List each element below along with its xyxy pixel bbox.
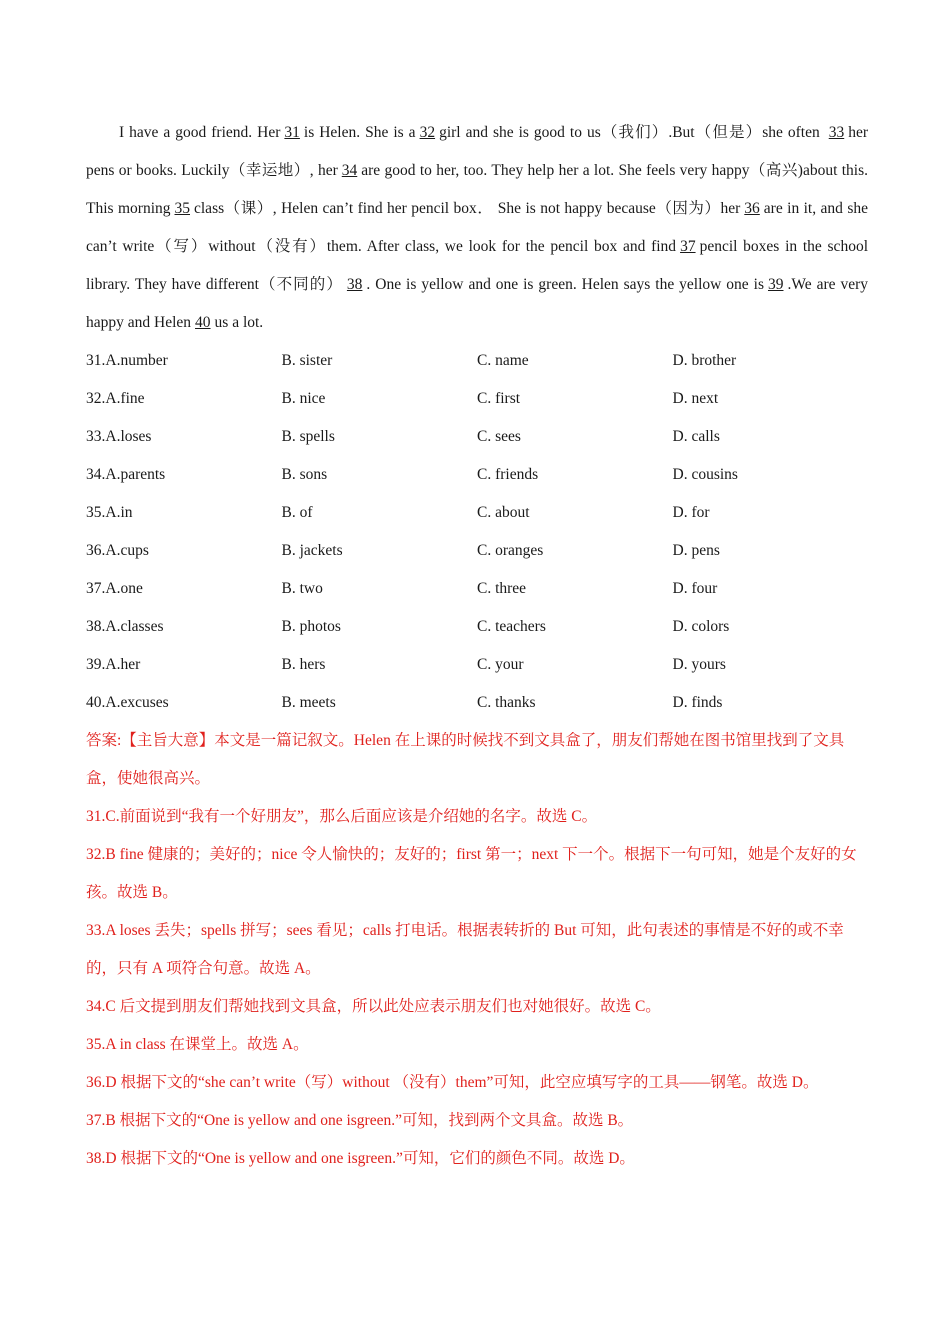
blank-35: 35 xyxy=(174,200,190,217)
option-d: D. pens xyxy=(672,542,720,559)
option-c: C. thanks xyxy=(477,694,536,711)
option-a: 40.A.excuses xyxy=(86,694,169,711)
option-a: 35.A.in xyxy=(86,504,133,521)
question-row xyxy=(86,608,868,646)
option-b: B. of xyxy=(281,504,313,521)
blank-36: 36 xyxy=(744,200,760,217)
option-c: C. three xyxy=(477,580,527,597)
passage-text: I have a good friend. Her xyxy=(119,124,281,141)
blank-40: 40 xyxy=(195,314,211,331)
passage-text: .We are very happy and Helen xyxy=(86,276,868,331)
option-d: D. for xyxy=(672,504,710,521)
question-row xyxy=(86,684,868,722)
option-b: B. photos xyxy=(281,618,341,635)
answer-explanation: 34.C 后文提到朋友们帮她找到文具盒，所以此处应表示朋友们也对她很好。故选 C。 xyxy=(86,998,661,1015)
option-d: D. yours xyxy=(672,656,726,673)
question-row xyxy=(86,456,868,494)
passage-text: are good to her, too. They help her a lot. She feels very happy（高兴)about this. This morning xyxy=(86,162,869,217)
question-row xyxy=(86,380,868,418)
passage-text: are in it, and she can’t write（写）without（没有）them. After class, we look for the pencil box and find xyxy=(86,200,868,255)
question-row xyxy=(86,532,868,570)
option-b: B. nice xyxy=(281,390,326,407)
option-c: C. friends xyxy=(477,466,539,483)
option-a: 32.A.fine xyxy=(86,390,145,407)
passage-text: class（课）, Helen can’t find her pencil box． She is not happy because（因为）her xyxy=(194,200,741,217)
option-c: C. about xyxy=(477,504,530,521)
option-c: C. your xyxy=(477,656,524,673)
option-c: C. first xyxy=(477,390,521,407)
answer-summary: 答案:【主旨大意】本文是一篇记叙文。Helen 在上课的时候找不到文具盒了，朋友们帮她在图书馆里找到了文具盒，使她很高兴。 xyxy=(86,732,845,787)
blank-32: 32 xyxy=(419,124,436,141)
option-b: B. hers xyxy=(281,656,326,673)
passage-text: girl and she is good to us（我们）.But（但是）she often xyxy=(439,124,820,141)
option-d: D. next xyxy=(672,390,719,407)
passage-text: us a lot. xyxy=(214,314,264,331)
question-row xyxy=(86,494,868,532)
answer-explanation: 38.D 根据下文的“One is yellow and one isgreen.”可知，它们的颜色不同。故选 D。 xyxy=(86,1150,635,1167)
option-c: C. oranges xyxy=(477,542,544,559)
blank-38: 38 xyxy=(346,276,363,293)
option-d: D. four xyxy=(672,580,718,597)
option-b: B. two xyxy=(281,580,323,597)
option-b: B. sister xyxy=(281,352,333,369)
blank-34: 34 xyxy=(341,162,358,179)
blank-39: 39 xyxy=(767,276,784,293)
passage-text: pencil boxes in the school library. They have different（不同的） xyxy=(86,238,868,293)
question-row xyxy=(86,342,868,380)
question-list xyxy=(86,342,868,722)
option-b: B. jackets xyxy=(281,542,343,559)
answer-explanation: 37.B 根据下文的“One is yellow and one isgreen.”可知，找到两个文具盒。故选 B。 xyxy=(86,1112,634,1129)
answer-section xyxy=(86,722,868,1178)
passage-text: is Helen. She is a xyxy=(303,124,416,141)
passage-text: her pens or books. Luckily（幸运地）, her xyxy=(86,124,869,179)
option-c: C. teachers xyxy=(477,618,546,635)
option-a: 39.A.her xyxy=(86,656,141,673)
option-a: 36.A.cups xyxy=(86,542,149,559)
cloze-passage xyxy=(86,114,868,342)
answer-explanation: 32.B fine 健康的；美好的；nice 令人愉快的；友好的；first 第一；next 下一个。根据下一句可知，她是个友好的女孩。故选 B。 xyxy=(86,846,857,901)
option-d: D. finds xyxy=(672,694,723,711)
question-row xyxy=(86,418,868,456)
option-d: D. cousins xyxy=(672,466,738,483)
blank-37: 37 xyxy=(680,238,696,255)
blank-31: 31 xyxy=(284,124,300,141)
option-b: B. sons xyxy=(281,466,328,483)
document-page xyxy=(86,114,868,1178)
answer-explanation: 35.A in class 在课堂上。故选 A。 xyxy=(86,1036,309,1053)
option-d: D. brother xyxy=(672,352,737,369)
option-a: 33.A.loses xyxy=(86,428,152,445)
option-b: B. spells xyxy=(281,428,335,445)
option-a: 38.A.classes xyxy=(86,618,164,635)
option-b: B. meets xyxy=(281,694,336,711)
answer-explanation: 33.A loses 丢失；spells 拼写；sees 看见；calls 打电话。根据表转折的 But 可知，此句表述的事情是不好的或不幸的，只有 A 项符合句意。故选 A。 xyxy=(86,922,844,977)
option-a: 34.A.parents xyxy=(86,466,166,483)
answer-explanation: 31.C.前面说到“我有一个好朋友”，那么后面应该是介绍她的名字。故选 C。 xyxy=(86,808,598,825)
option-d: D. colors xyxy=(672,618,730,635)
option-d: D. calls xyxy=(672,428,720,445)
question-row xyxy=(86,570,868,608)
passage-text: . One is yellow and one is green. Helen says the yellow one is xyxy=(366,276,764,293)
option-a: 31.A.number xyxy=(86,352,168,369)
option-a: 37.A.one xyxy=(86,580,143,597)
option-c: C. name xyxy=(477,352,529,369)
option-c: C. sees xyxy=(477,428,521,445)
question-row xyxy=(86,646,868,684)
answer-explanation: 36.D 根据下文的“she can’t write（写）without （没有）them”可知，此空应填写字的工具——钢笔。故选 D。 xyxy=(86,1074,819,1091)
blank-33: 33 xyxy=(828,124,845,141)
